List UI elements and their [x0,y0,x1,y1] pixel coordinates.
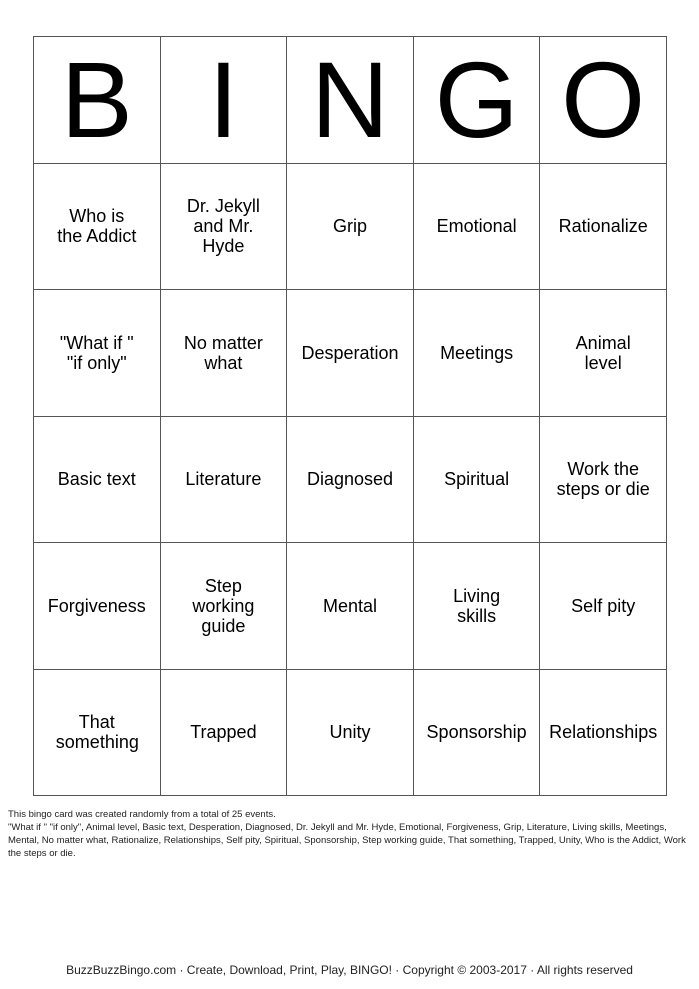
header-letter-o [540,37,667,164]
cell-text: Unity [329,722,371,743]
header-letter: O [561,38,646,160]
cell-text: That something [55,712,139,753]
cell-text: Emotional [436,216,517,237]
cell-text: Relationships [549,722,658,743]
cell-text: "What if " "if only" [59,332,134,373]
cell-text: Literature [185,469,262,490]
bingo-cell [34,417,161,544]
bingo-cell [34,290,161,417]
cell-text: Forgiveness [47,595,146,616]
bingo-cell [540,290,667,417]
header-letter: B [60,38,133,160]
bingo-cell [540,670,667,797]
bingo-cell [414,290,541,417]
cell-text: Trapped [190,722,257,743]
cell-text: Basic text [57,469,136,490]
bingo-cell [287,670,414,797]
bingo-cell [34,543,161,670]
header-letter-b [34,37,161,164]
bingo-cell [287,290,414,417]
bingo-cell [161,670,288,797]
header-letter-n [287,37,414,164]
card-info [8,808,688,860]
cell-text: No matter what [183,332,263,373]
cell-text: Animal level [575,332,631,373]
header-letter-g [414,37,541,164]
bingo-cell [540,543,667,670]
bingo-cell [287,164,414,291]
bingo-cell [414,417,541,544]
card-info-events: "What if " "if only", Animal level, Basic text, Desperation, Diagnosed, Dr. Jekyll and Mr. Hyde, Emotional, Forgiveness, Grip, Literature, Living skills, Meetings, Mental, No matter what, Rationalize, Relationships, Self pity, Spiritual, Sponsorship, Step working guide, That something, Trapped, Unity, Who is the Addict, Work the steps or die. [8,822,686,859]
cell-text: Mental [322,595,377,616]
cell-text: Rationalize [558,216,648,237]
cell-text: Spiritual [444,469,510,490]
cell-text: Meetings [440,342,514,363]
bingo-cell [414,543,541,670]
cell-text: Sponsorship [426,722,527,743]
cell-text: Desperation [301,342,399,363]
site-footer: BuzzBuzzBingo.com · Create, Download, Print, Play, BINGO! · Copyright © 2003-2017 · All rights reserved [66,963,633,977]
bingo-cell [161,164,288,291]
cell-text: Work the steps or die [556,459,650,500]
card-info-summary: This bingo card was created randomly from a total of 25 events. [8,809,276,820]
header-letter: N [310,38,389,160]
cell-text: Who is the Addict [57,206,137,247]
bingo-cell [287,417,414,544]
bingo-cell [161,290,288,417]
cell-text: Grip [332,216,367,237]
header-letter-i [161,37,288,164]
header-letter: I [208,38,239,160]
bingo-cell [287,543,414,670]
cell-text: Step working guide [192,575,255,636]
bingo-cell [34,670,161,797]
bingo-card [33,36,667,796]
bingo-cell [161,417,288,544]
bingo-cell [161,543,288,670]
cell-text: Living skills [453,585,501,626]
bingo-cell [540,417,667,544]
header-letter: G [434,38,519,160]
bingo-cell [414,670,541,797]
cell-text: Diagnosed [306,469,394,490]
bingo-cell [414,164,541,291]
cell-text: Dr. Jekyll and Mr. Hyde [186,196,260,257]
bingo-cell [540,164,667,291]
cell-text: Self pity [571,595,636,616]
bingo-cell [34,164,161,291]
